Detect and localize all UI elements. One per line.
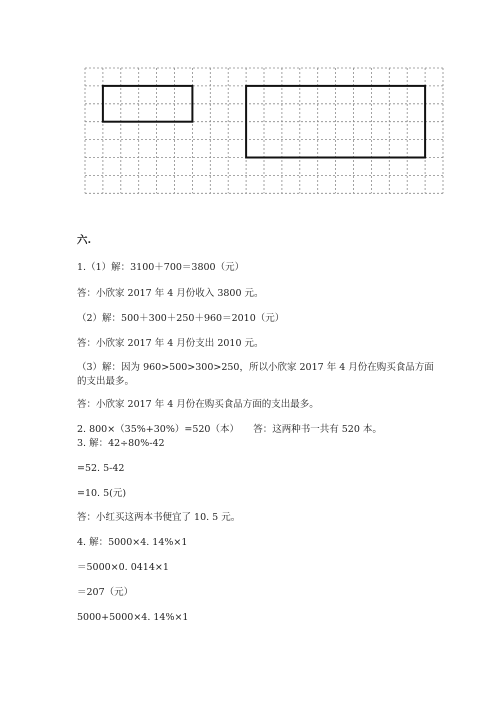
solution-line-5: （3）解：因为 960>500>300>250，所以小欣家 2017 年 4 月份在购买食品方面 bbox=[77, 362, 434, 373]
solution-line-8: 2. 800×（35%+30%）=520（本） 答：这两种书一共有 520 本。 bbox=[77, 424, 382, 435]
solution-line-15: ＝207（元） bbox=[77, 587, 134, 598]
solution-line-1: 1.（1）解：3100＋700＝3800（元） bbox=[77, 262, 245, 273]
grid-figure bbox=[84, 67, 460, 207]
solution-line-16: 5000+5000×4. 14%×1 bbox=[77, 612, 189, 623]
solution-line-13: 4. 解：5000×4. 14%×1 bbox=[77, 537, 188, 548]
solution-line-3: （2）解：500＋300＋250＋960＝2010（元） bbox=[77, 313, 285, 324]
solution-line-2: 答：小欣家 2017 年 4 月份收入 3800 元。 bbox=[77, 288, 264, 299]
solution-line-7: 答：小欣家 2017 年 4 月份在购买食品方面的支出最多。 bbox=[77, 399, 319, 410]
solution-line-14: ＝5000×0. 0414×1 bbox=[77, 562, 169, 573]
section-heading: 六. bbox=[77, 234, 92, 246]
solution-line-11: =10. 5(元) bbox=[77, 488, 127, 499]
solution-line-12: 答：小红买这两本书便宜了 10. 5 元。 bbox=[77, 512, 241, 523]
solution-line-9: 3. 解：42÷80%-42 bbox=[77, 438, 165, 449]
solution-line-6: 的支出最多。 bbox=[77, 376, 135, 387]
solution-line-10: =52. 5-42 bbox=[77, 463, 125, 474]
solution-line-4: 答：小欣家 2017 年 4 月份支出 2010 元。 bbox=[77, 338, 264, 349]
